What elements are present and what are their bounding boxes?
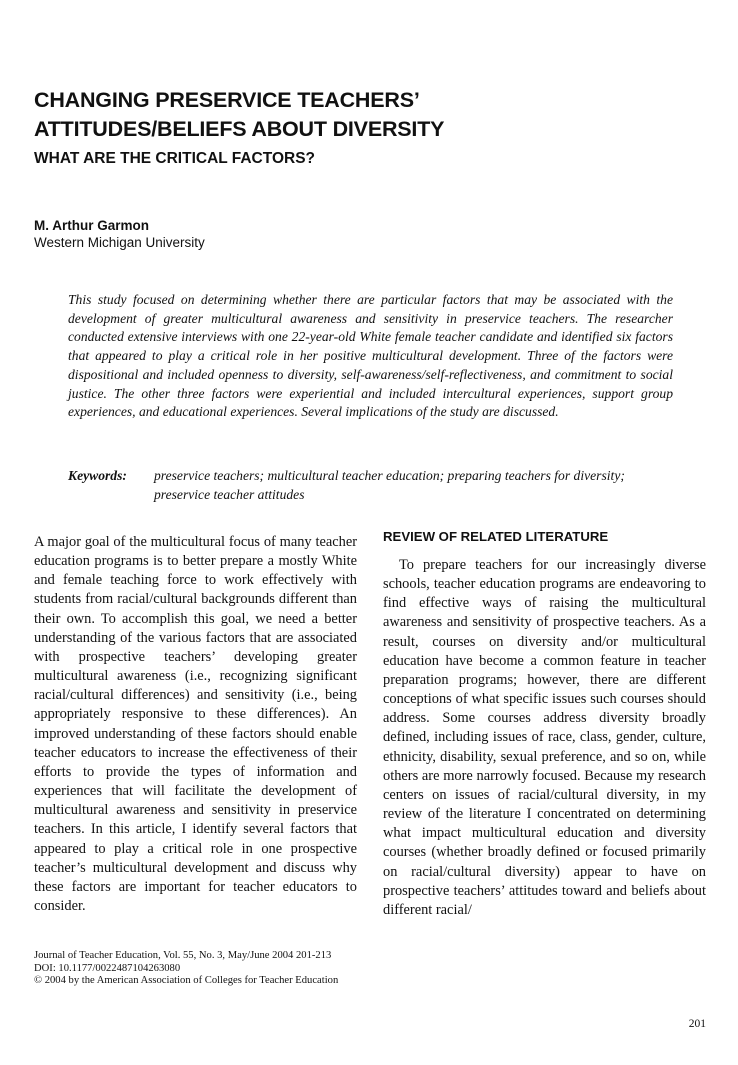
- section-heading-review: REVIEW OF RELATED LITERATURE: [383, 529, 609, 544]
- article-title-line-2: ATTITUDES/BELIEFS ABOUT DIVERSITY: [34, 117, 445, 141]
- keywords-label: Keywords:: [68, 468, 127, 483]
- page-number: 201: [688, 1018, 706, 1030]
- author-name: M. Arthur Garmon: [34, 218, 150, 233]
- body-right-column: [383, 527, 706, 920]
- article-title-block: [34, 86, 714, 170]
- article-title-line-1: CHANGING PRESERVICE TEACHERS’: [34, 88, 420, 112]
- footer-journal: Journal of Teacher Education, Vol. 55, No. 3, May/June 2004 201-213: [34, 950, 332, 961]
- author-affiliation: Western Michigan University: [34, 235, 205, 250]
- author-block: [34, 217, 205, 252]
- article-subtitle: WHAT ARE THE CRITICAL FACTORS?: [34, 150, 315, 167]
- abstract: This study focused on determining whether there are particular factors that may be associated with the development of greater multicultural awareness and sensitivity in preservice teachers. The researcher conducted extensive interviews with one 22-year-old White female teacher candidate and identified six factors that appeared to play a critical role in her positive multicultural development. Three of the factors were dispositional and included openness to diversity, self-awareness/self-reflectiveness, and commitment to social justice. The other three factors were experiential and included intercultural experiences, support group experiences, and educational experiences. Several implications of the study are discussed.: [68, 292, 673, 420]
- footer-doi: DOI: 10.1177/0022487104263080: [34, 962, 181, 974]
- keywords-text: preservice teachers; multicultural teacher education; preparing teachers for diversity; preservice teacher attitudes: [154, 468, 625, 502]
- review-paragraph: To prepare teachers for our increasingly diverse schools, teacher education programs are endeavoring to find effective ways of raising the multicultural awareness and sensitivity of prospective teachers. As a result, courses on diversity and/or multicultural education have become a common feature in teacher preparation programs; however, there are different conceptions of what specific issues such courses should address. Some courses address diversity broadly defined, including issues of race, class, gender, culture, ethnicity, disability, sexual preference, and so on, while others are more narrowly focused. Because my research centers on issues of racial/cultural diversity, in my review of the literature I concentrated on determining what impact multicultural education and diversity courses (whether broadly defined or focused primarily on racial/cultural diversity) appear to have on prospective teachers’ attitudes toward and beliefs about different racial/: [383, 557, 706, 918]
- footer-copyright: © 2004 by the American Association of Colleges for Teacher Education: [34, 975, 339, 986]
- footer-citation: [34, 950, 338, 988]
- body-intro-paragraph: A major goal of the multicultural focus of many teacher education programs is to better prepare a mostly White and female teaching force to work effectively with students from racial/cultural backgrounds different than their own. To accomplish this goal, we need a better understanding of the various factors that are associated with prospective teachers’ developing greater multicultural awareness (i.e., recognizing significant racial/cultural differences) and sensitivity (i.e., being appropriately responsive to these differences). An improved understanding of these factors should enable teacher educators to increase the effectiveness of their efforts to provide the types of information and experiences that will facilitate the development of multicultural awareness and sensitivity in preservice teachers. In this article, I identify several factors that appeared to play a critical role in one prospective teacher’s multicultural development and discuss why these factors are important for teacher educators to consider.: [34, 534, 357, 914]
- keywords: [68, 467, 673, 504]
